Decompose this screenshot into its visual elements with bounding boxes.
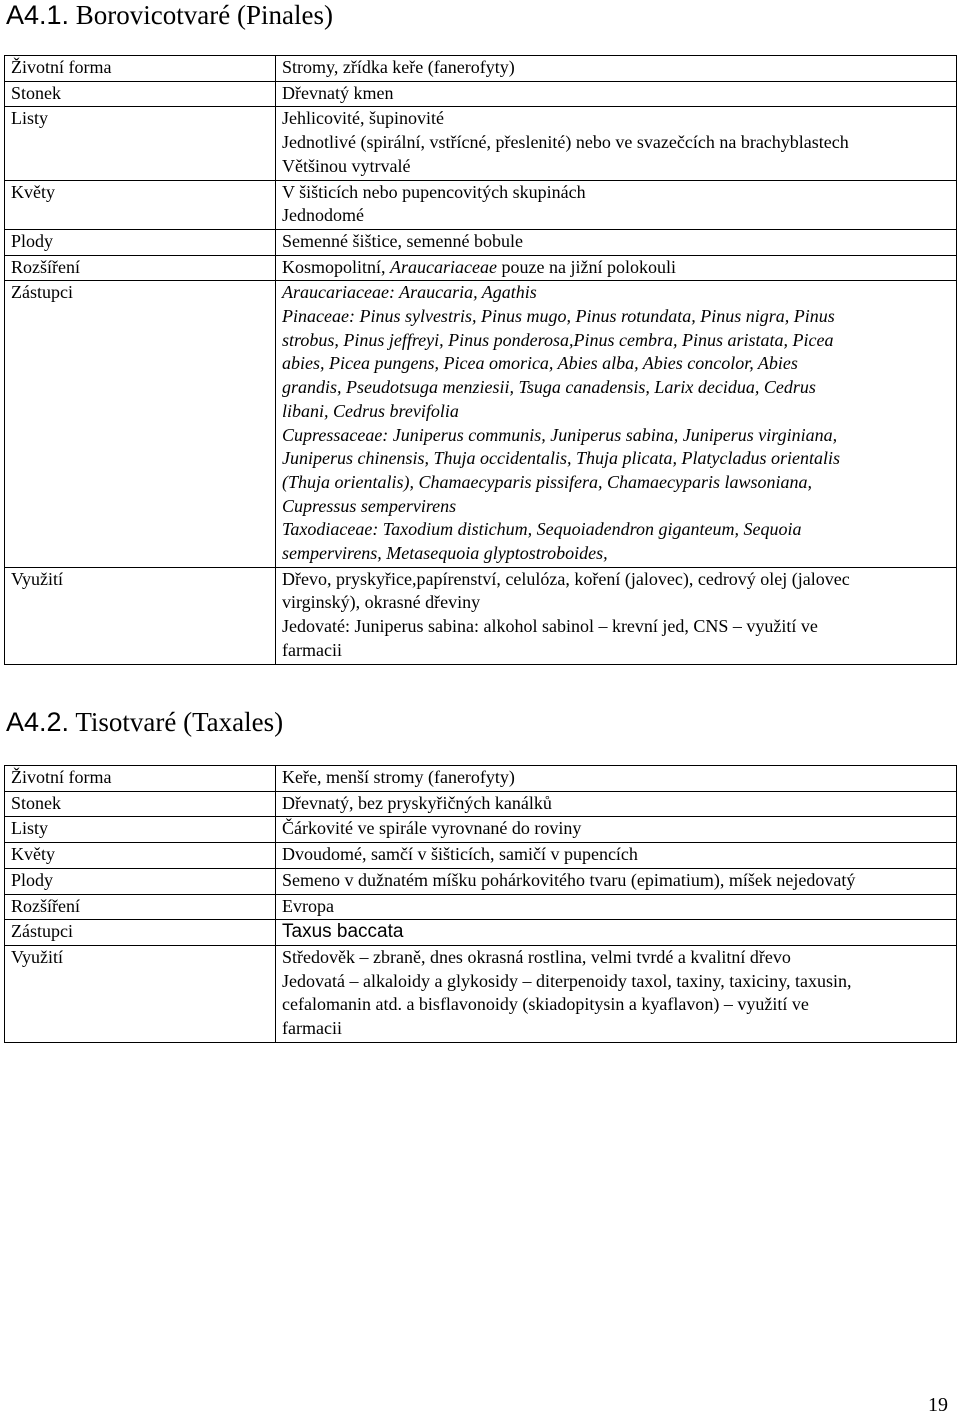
value-text: pouze na jižní polokouli [501,256,676,277]
row-value: Semeno v dužnatém míšku pohárkovitého tvaru (epimatium), míšek nejedovatý [276,868,957,894]
row-value [276,281,957,567]
row-label: Rozšíření [5,894,276,920]
row-label: Květy [5,843,276,869]
row-value: Evropa [276,894,957,920]
value-line: (Thuja orientalis), Chamaecyparis pissifera, Chamaecyparis lawsoniana, [282,471,812,492]
taxales-table [4,765,957,1043]
value-line: Jednodomé [282,205,364,226]
value-line: Araucariaceae: Araucaria, Agathis [282,282,537,303]
section-number: A4.2. [6,707,70,737]
value-line: Většinou vytrvalé [282,155,411,176]
value-line: Dřevo, pryskyřice,papírenství, celulóza, koření (jalovec), cedrový olej (jalovec [282,568,850,589]
row-label: Plody [5,868,276,894]
value-line: libani, Cedrus brevifolia [282,400,459,421]
value-line: Jednotlivé (spirální, vstřícné, přeslenité) nebo ve svazečcích na brachyblastech [282,132,849,153]
row-label: Listy [5,107,276,180]
family-name: Araucariaceae [390,256,497,277]
table-row [5,945,957,1042]
value-line: Jehlicovité, šupinovité [282,108,444,129]
row-value: Stromy, zřídka keře (fanerofyty) [276,56,957,82]
table-row [5,56,957,82]
row-label: Životní forma [5,56,276,82]
value-line: Jedovatá – alkaloidy a glykosidy – diterpenoidy taxol, taxiny, taxiciny, taxusin, [282,970,852,991]
table-row [5,229,957,255]
value-line: farmacii [282,639,342,660]
value-line: Jedovaté: Juniperus sabina: alkohol sabinol – krevní jed, CNS – využití ve [282,616,818,637]
value-text: Kosmopolitní, [282,256,386,277]
row-value [276,107,957,180]
table-row [5,868,957,894]
value-line: strobus, Pinus jeffreyi, Pinus ponderosa,Pinus cembra, Pinus aristata, Picea [282,329,834,350]
value-line: V šišticích nebo pupencovitých skupinách [282,181,586,202]
table-row [5,817,957,843]
table-row [5,281,957,567]
table-row [5,894,957,920]
table-row [5,843,957,869]
row-value [276,255,957,281]
value-line: farmacii [282,1018,342,1039]
value-line: grandis, Pseudotsuga menziesii, Tsuga canadensis, Larix decidua, Cedrus [282,377,816,398]
pinales-table [4,55,957,665]
section-name: Tisotvaré (Taxales) [75,707,284,737]
section-title-taxales [6,707,283,737]
section-title-pinales [6,0,333,30]
row-label: Květy [5,180,276,229]
row-label: Využití [5,567,276,664]
species-name: Taxus baccata [282,921,404,943]
table-row [5,107,957,180]
row-value [276,180,957,229]
value-line: Středověk – zbraně, dnes okrasná rostlina, velmi tvrdé a kvalitní dřevo [282,946,791,967]
row-label: Listy [5,817,276,843]
row-label: Zástupci [5,920,276,946]
table-row [5,180,957,229]
table-row [5,920,957,946]
row-label: Stonek [5,81,276,107]
value-line: Cupressus sempervirens [282,495,457,516]
row-label: Rozšíření [5,255,276,281]
row-value: Čárkovité ve spirále vyrovnané do roviny [276,817,957,843]
value-line: abies, Picea pungens, Picea omorica, Abies alba, Abies concolor, Abies [282,353,798,374]
value-line: Cupressaceae: Juniperus communis, Juniperus sabina, Juniperus virginiana, [282,424,838,445]
row-label: Zástupci [5,281,276,567]
row-label: Využití [5,945,276,1042]
value-line: Pinaceae: Pinus sylvestris, Pinus mugo, Pinus rotundata, Pinus nigra, Pinus [282,306,835,327]
row-label: Životní forma [5,766,276,792]
value-line: Juniperus chinensis, Thuja occidentalis, Thuja plicata, Platycladus orientalis [282,448,840,469]
row-value: Keře, menší stromy (fanerofyty) [276,766,957,792]
row-value: Dřevnatý kmen [276,81,957,107]
table-row [5,791,957,817]
row-value [276,567,957,664]
value-line: cefalomanin atd. a bisflavonoidy (skiadopitysin a kyaflavon) – využití ve [282,994,809,1015]
value-line: Taxodiaceae: Taxodium distichum, Sequoiadendron giganteum, Sequoia [282,519,802,540]
row-value: Semenné šištice, semenné bobule [276,229,957,255]
row-value: Dvoudomé, samčí v šišticích, samičí v pupencích [276,843,957,869]
value-line: sempervirens, Metasequoia glyptostroboides, [282,543,608,564]
table-row [5,766,957,792]
row-value [276,920,957,946]
table-row [5,81,957,107]
row-label: Plody [5,229,276,255]
page-number: 19 [928,1394,948,1416]
table-row [5,255,957,281]
table-row [5,567,957,664]
section-name: Borovicotvaré (Pinales) [75,0,333,30]
row-value [276,945,957,1042]
row-label: Stonek [5,791,276,817]
value-line: virginský), okrasné dřeviny [282,592,481,613]
row-value: Dřevnatý, bez pryskyřičných kanálků [276,791,957,817]
section-number: A4.1. [6,0,70,30]
